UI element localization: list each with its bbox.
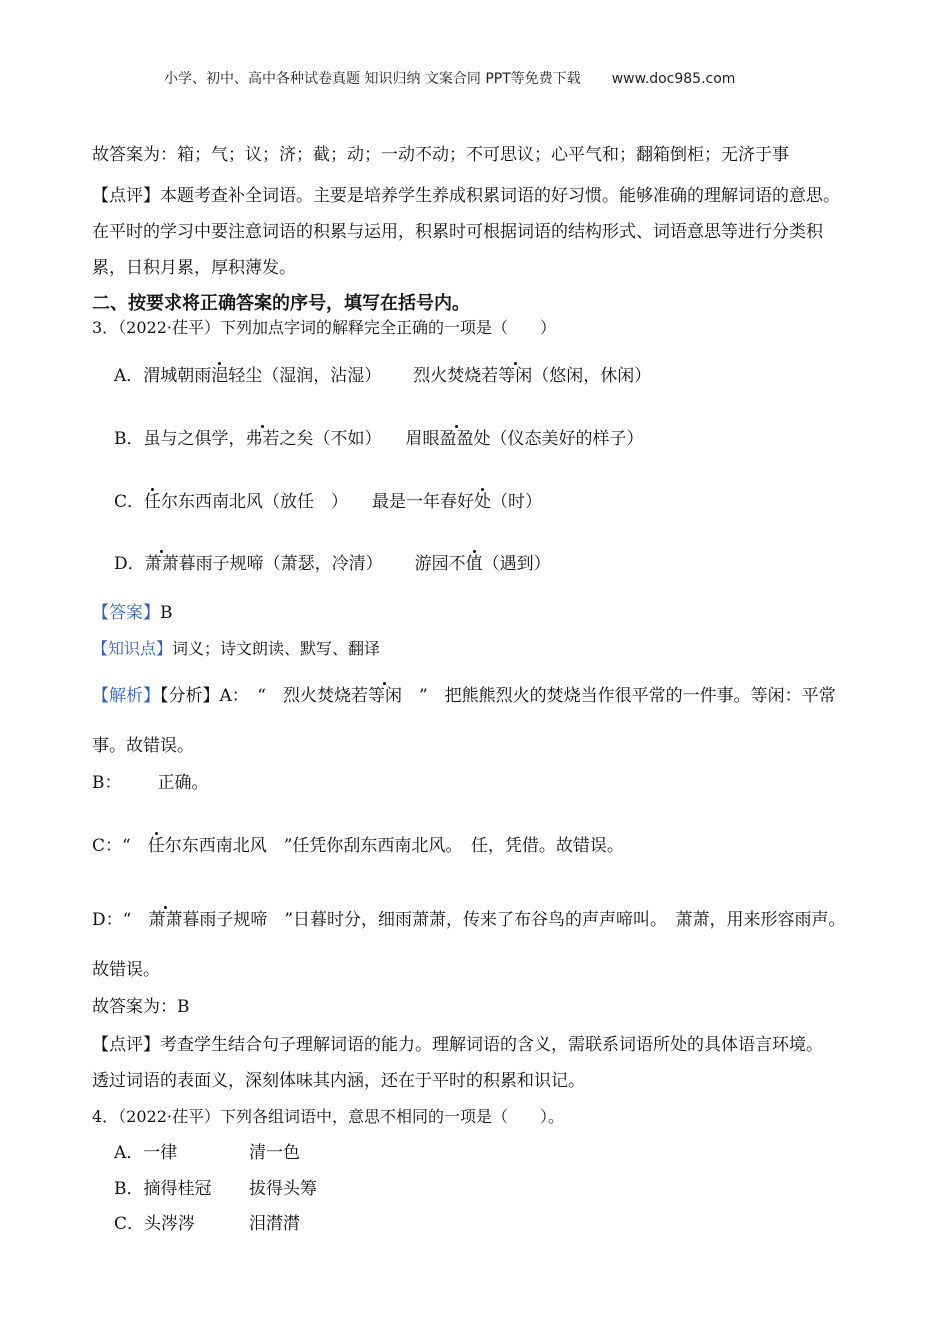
q4-stem: 4．（2022·茌平）下列各组词语中，意思不相同的一项是（ ）。 bbox=[92, 1107, 564, 1126]
q3-analysis-a-line2: 事。故错误。 bbox=[92, 736, 194, 756]
header-text: 小学、初中、高中各种试卷真题 知识归纳 文案合同 PPT等免费下载 bbox=[164, 71, 581, 87]
q4-option-a: A．一律 bbox=[114, 1143, 178, 1163]
q4-option-a-second: 清一色 bbox=[249, 1143, 300, 1163]
q3-option-d: D．萧萧暮雨子规啼（萧瑟，冷清） 游园不值（遇到） bbox=[114, 554, 551, 574]
section-title: 二、按要求将正确答案的序号，填写在括号内。 bbox=[92, 293, 470, 314]
q3-comment-line2: 透过词语的表面义，深刻体味其内涵，还在于平时的积累和识记。 bbox=[92, 1071, 585, 1091]
dotted-word: 等闲 bbox=[367, 686, 402, 706]
q3-option-a: A．渭城朝雨浥轻尘（湿润，沾湿） 烈火焚烧若等闲（悠闲，休闲） bbox=[114, 366, 652, 386]
dotted-word: 任 bbox=[147, 836, 165, 856]
q3-analysis-a: 【解析】【分析】A： “ 烈火焚烧若等闲 ” 把熊熊烈火的焚烧当作很平常的一件事。等闲：平常 bbox=[92, 686, 836, 706]
dotted-word: 萧萧 bbox=[148, 910, 183, 930]
q3-analysis-d: D：“ 萧萧暮雨子规啼 ”日暮时分，细雨萧萧，传来了布谷鸟的声声啼叫。 萧萧，用来形容雨声。 bbox=[92, 910, 846, 930]
answer-tag: 【答案】 bbox=[92, 603, 160, 623]
q4-option-b-second: 拔得头筹 bbox=[249, 1179, 317, 1199]
q3-final-answer: 故答案为：B bbox=[92, 997, 190, 1017]
comment-tag: 【点评】 bbox=[92, 1035, 160, 1055]
q4-option-c-second: 泪潸潸 bbox=[249, 1214, 300, 1234]
q4-option-b: B．摘得桂冠 bbox=[114, 1179, 212, 1199]
dotted-word: 任 bbox=[144, 492, 162, 512]
q3-analysis-b: B： 正确。 bbox=[92, 773, 209, 793]
page-header bbox=[164, 72, 735, 86]
q3-option-c: C．任尔东西南北风（放任 ） 最是一年春好处（时） bbox=[114, 492, 543, 512]
dotted-word: 值 bbox=[465, 554, 483, 574]
q3-comment-line1: 【点评】考查学生结合句子理解词语的能力。理解词语的含义，需联系词语所处的具体语言环境。 bbox=[92, 1035, 823, 1055]
q3-analysis-d-line2: 故错误。 bbox=[92, 960, 160, 980]
dotted-word: 弗若 bbox=[245, 429, 280, 449]
header-site[interactable]: www.doc985.com bbox=[611, 71, 736, 87]
dotted-word: 处 bbox=[474, 492, 492, 512]
knowledge-tag: 【知识点】 bbox=[92, 639, 173, 658]
dotted-word: 萧萧 bbox=[144, 554, 179, 574]
prev-comment-line1: 【点评】本题考查补全词语。主要是培养学生养成积累词语的好习惯。能够准确的理解词语的意思。 bbox=[92, 186, 840, 206]
comment-tag: 【点评】 bbox=[92, 186, 160, 206]
q4-option-c: C．头涔涔 bbox=[114, 1214, 196, 1234]
prev-comment-line2: 在平时的学习中要注意词语的积累与运用，积累时可根据词语的结构形式、词语意思等进行分类积 bbox=[92, 222, 823, 242]
q3-stem: 3．（2022·茌平）下列加点字词的解释完全正确的一项是（ ） bbox=[92, 318, 556, 337]
q3-answer: 【答案】B bbox=[92, 603, 173, 623]
q3-knowledge-point: 【知识点】词义；诗文朗读、默写、翻译 bbox=[92, 639, 381, 658]
dotted-word: 等闲 bbox=[498, 366, 533, 386]
q3-option-b: B．虽与之俱学，弗若之矣（不如） 眉眼盈盈处（仪态美好的样子） bbox=[114, 429, 644, 449]
dotted-word: 盈盈 bbox=[439, 429, 474, 449]
prev-comment-line3: 累，日积月累，厚积薄发。 bbox=[92, 258, 296, 278]
prev-answer: 故答案为：箱；气；议；济；截；动；一动不动；不可思议；心平气和；翻箱倒柜；无济于事 bbox=[92, 145, 789, 165]
dotted-word: 浥 bbox=[211, 366, 229, 386]
q3-analysis-c: C：“ 任尔东西南北风 ”任凭你刮东西南北风。 任，凭借。故错误。 bbox=[92, 836, 624, 856]
analysis-tag: 【解析】 bbox=[92, 686, 160, 706]
